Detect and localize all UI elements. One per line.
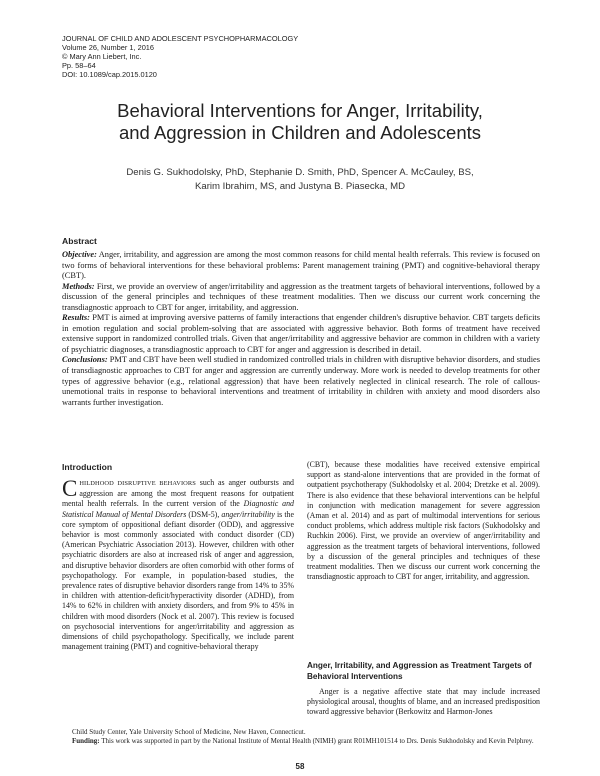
objective-text: Anger, irritability, and aggression are among the most common reasons for child mental health referrals. This review is focused on two forms of behavioral interventions for these behavioral problems: Parent management training (PMT) and cognitive-behavioral therapy (CBT). <box>62 250 540 281</box>
abstract-methods <box>62 282 540 314</box>
article-title <box>60 100 540 144</box>
introduction-heading: Introduction <box>62 462 113 472</box>
methods-text: First, we provide an overview of anger/irritability and aggression as the treatment targets of behavioral interventions, followed by a discussion of the general principles and techniques of these treatment modalities. Then we discuss our current work concerning the transdiagnostic approach to CBT for anger, irritability, and aggression. <box>62 281 541 312</box>
anger-term: anger/irritability <box>221 509 275 519</box>
page-number: 58 <box>295 762 305 771</box>
footnotes <box>62 728 540 745</box>
conclusions-text: PMT and CBT have been well studied in randomized controlled trials in children with disruptive behavior disorders, and studies of transdiagnostic approaches to CBT for anger and aggression are currently underway. More work is needed to develop treatments for other types of aggressive behavior (e.g., relational aggression) that have been relatively neglected in clinical research. The role of callous-unemotional traits in response to behavioral interventions and treatment of irritability in children with anxiety and mood disorders also warrants further investigation. <box>62 355 540 407</box>
authors-line-1: Denis G. Sukhodolsky, PhD, Stephanie D. Smith, PhD, Spencer A. McCauley, BS, <box>126 167 474 178</box>
intro-text-1: such as anger outbursts and aggression are among the most frequent reasons for outpatient mental health referrals. In the current version of the <box>62 478 294 509</box>
affiliation-note: Child Study Center, Yale University School of Medicine, New Haven, Connecticut. <box>72 728 306 736</box>
authors-line-2: Karim Ibrahim, MS, and Justyna B. Piasecka, MD <box>194 181 406 192</box>
funding-text: This work was supported in part by the National Institute of Mental Health (NIMH) grant R01MH101514 to Drs. Denis Sukhodolsky and Kevin Pelphrey. <box>99 736 534 745</box>
journal-copyright: © Mary Ann Liebert, Inc. <box>62 52 142 61</box>
journal-doi: DOI: 10.1089/cap.2015.0120 <box>62 70 157 79</box>
intro-text-2: (DSM-5), <box>186 509 222 519</box>
abstract-conclusions <box>62 355 540 408</box>
author-list <box>80 166 520 194</box>
results-label: Results: <box>62 313 90 323</box>
introduction-paragraph <box>62 478 294 652</box>
section-paragraph: Anger is a negative affective state that may include increased physiological arousal, thoughts of blame, and an increased predisposition toward aggressive behavior (Berkowitz and Harmon-Jones <box>307 687 540 717</box>
abstract-body <box>62 250 540 408</box>
section-heading: Anger, Irritability, and Aggression as Treatment Targets of Behavioral Interventions <box>307 661 532 681</box>
drop-cap: C <box>62 476 78 501</box>
section-body <box>307 687 540 718</box>
title-line-2: and Aggression in Children and Adolescents <box>118 122 482 143</box>
abstract-results <box>62 313 540 355</box>
dsm-title: Diagnostic and Statistical Manual of Mental Disorders <box>62 499 294 519</box>
introduction-right-column <box>307 460 540 582</box>
methods-label: Methods: <box>62 281 95 291</box>
funding-label: Funding: <box>72 736 100 745</box>
journal-volume: Volume 26, Number 1, 2016 <box>62 43 155 52</box>
intro-text-3: is the core symptom of oppositional defiant disorder (ODD), and aggressive behavior is most commonly associated with conduct disorder (CD) (American Psychiatric Association 2013). However, children with other psychiatric disorders are also at increased risk of anger and aggression, and disruptive behavior disorders are often comorbid with other forms of psychopathology. For example, in population-based studies, the prevalence rates of disruptive behavior disorders range from 14% to 35% in children with attention-deficit/hyperactivity disorder (ADHD), from 14% to 62% in children with anxiety disorders, and from 9% to 45% in children with mood disorders (Nock et al. 2007). This review is focused on psychosocial interventions for anger/irritability and aggression as dimensions of child psychopathology. Specifically, we include parent management training (PMT) and cognitive-behavioral therapy <box>62 509 294 652</box>
introduction-left-column <box>62 478 294 652</box>
introduction-continued: (CBT), because these modalities have received extensive empirical support as stand-alone interventions that are provided in the format of outpatient psychotherapy (Sukhodolsky et al. 2004; Dretzke et al. 2009). There is also evidence that these behavioral interventions can be helpful in conjunction with medication management for severe aggression (Aman et al. 2014) and as part of multimodal interventions for serious conduct problems, which address multiple risk factors (Sukhodolsky and Ruchkin 2006). First, we provide an overview of anger/irritability and aggression as the treatment targets of behavioral interventions, followed by a discussion of the general principles and techniques of these treatment modalities. Then we discuss our current work concerning the transdiagnostic approach to CBT for anger, irritability, and aggression. <box>307 460 540 582</box>
objective-label: Objective: <box>62 250 97 259</box>
abstract-heading: Abstract <box>62 236 97 246</box>
results-text: PMT is aimed at improving aversive patterns of family interactions that engender children's disruptive behavior. CBT targets deficits in emotion regulation and social problem-solving that are associated with aggressive behavior. Both forms of treatment have received extensive support in randomized controlled trials. Given that anger/irritability and aggressive behavior are common in children with a variety of psychiatric diagnoses, a transdiagnostic approach to CBT for anger and aggression is described in detail. <box>62 313 540 354</box>
conclusions-label: Conclusions: <box>62 355 108 365</box>
abstract-objective <box>62 250 540 282</box>
journal-header <box>62 34 382 79</box>
journal-name: JOURNAL OF CHILD AND ADOLESCENT PSYCHOPHARMACOLOGY <box>62 34 299 43</box>
journal-pages: Pp. 58–64 <box>62 61 96 70</box>
small-caps-lead: HILDHOOD DISRUPTIVE BEHAVIORS <box>79 480 196 487</box>
funding-note <box>62 737 540 746</box>
title-line-1: Behavioral Interventions for Anger, Irritability, <box>117 100 483 121</box>
